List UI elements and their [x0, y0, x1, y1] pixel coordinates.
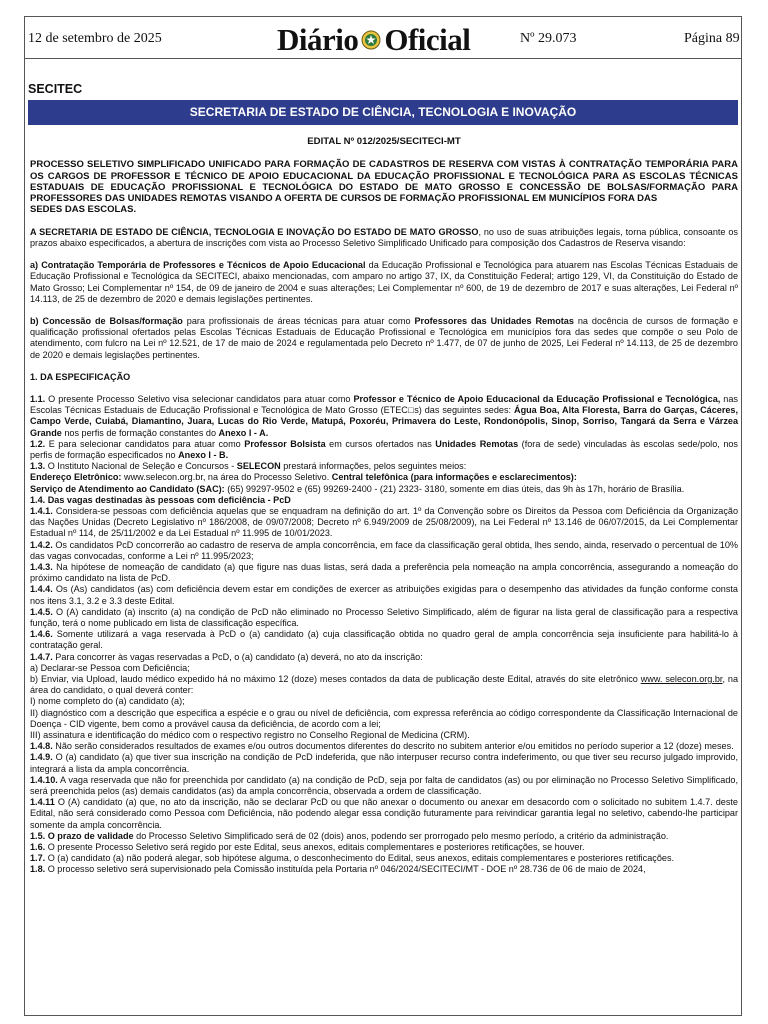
- para-text: Para concorrer às vagas reservadas a PcD, o (a) candidato (a) deverá, no ato da inscrição:: [52, 651, 423, 662]
- masthead-title: [277, 23, 470, 57]
- para-text: Somente utilizará a vaga reservada à PcD o (a) candidato (a) cuja classificação obtida no quadro geral de ampla concorrência seja insuficiente para habilitá-lo à contratação geral.: [30, 629, 738, 651]
- para-1-4-7-i: I) nome completo do (a) candidato (a);: [30, 696, 185, 707]
- intro-heading-text: PROCESSO SELETIVO SIMPLIFICADO UNIFICADO PARA FORMAÇÃO DE CADASTROS DE RESERVA COM VISTAS À CONTRATAÇÃO TEMPORÁRIA PARA OS CARGOS DE PROFESSOR E TÉCNICO DE APOIO EDUCACIONAL DA EDUCAÇÃO PROFISSIONAL E TECNOLÓGICA PARA AS ESCOLAS TÉCNICAS ESTADUAIS DE EDUCAÇÃO PROFISSIONAL E TECNOLÓGICA DO ESTADO DE MATO GROSSO E CONCESSÃO DE BOLSAS/FORMAÇÃO PARA PROFESSORES DAS UNIDADES REMOTAS VISANDO A OFERTA DE CURSOS DE FORMAÇÃO PROFISSIONAL EM MUNICÍPIOS FORA DAS: [30, 159, 738, 205]
- selecon-link[interactable]: www. selecon.org.br: [640, 674, 723, 684]
- para-1-1: [30, 394, 738, 439]
- para-text: Os candidatos PcD concorrerão ao cadastro de reserva de ampla concorrência, em face da classificação geral obtida, lhes sendo, ainda, reservado o percentual de 10% das vagas convocadas, conforme a Lei nº 11.995/2023;: [30, 539, 738, 561]
- para-text: O processo seletivo será supervisionado pela Comissão instituída pela Portaria nº 046/2024/SECITECI/MT - DOE nº 28.736 de 06 de maio de 2024,: [45, 864, 646, 875]
- masthead-number: Nº 29.073: [520, 31, 577, 46]
- item-b-bold: Professores das Unidades Remotas: [414, 315, 574, 326]
- para-1-5: [30, 831, 738, 842]
- para-text: O presente Processo Seletivo visa selecionar candidatos para atuar como: [45, 393, 354, 404]
- para-number: 1.1.: [30, 393, 46, 404]
- para-1-6: [30, 842, 738, 853]
- para-number: 1.4.6.: [30, 629, 53, 640]
- secretariat-banner: SECRETARIA DE ESTADO DE CIÊNCIA, TECNOLOGIA E INOVAÇÃO: [28, 100, 738, 125]
- para-1-4-7-b: [30, 674, 738, 696]
- masthead-date: 12 de setembro de 2025: [28, 31, 162, 46]
- para-text: O (a) candidato (a) não poderá alegar, sob hipótese alguma, o desconhecimento do Edital, seus anexos, editais complementares e posteriores retificações.: [45, 853, 675, 864]
- para-number: 1.4.7.: [30, 651, 53, 662]
- para-bold: SELECON: [236, 461, 281, 472]
- para-bold: Anexo I - B.: [178, 449, 229, 460]
- para-1-4-7-ii: II) diagnóstico com a descrição que especifica a espécie e o grau ou nível de deficiência, com expressa referência ao código correspondente da Classificação Internacional de Doença - CID vigente, bem como a provável causa da deficiência, de acordo com a lei;: [30, 707, 738, 729]
- para-1-3: [30, 461, 738, 472]
- para-number: 1.4.5.: [30, 606, 53, 617]
- item-b-rest: na docência de cursos de formação e qualificação profissional ofertados pelas Escolas Técnicas Estaduais de Educação Profissional e Tecnológica em municípios fora das sedes que compõe o seu Polo de atendimento, com fulcro na Lei nº 12.521, de 17 de maio de 2024 e regulamentada pelo Decreto nº 1.477, de 07 de junho de 2025, Lei Federal nº 14.113, de 25 de dezembro de 2020 e demais legislações pertinentes.: [30, 315, 739, 360]
- para-text: Os (As) candidatos (as) com deficiência devem estar em condições de exercer as atribuições exigidas para o desempenho das atividades da função conforme consta nos itens 3.1, 3.2 e 3.3 deste Edital.: [30, 584, 738, 606]
- para-bold: Professor Bolsista: [244, 438, 326, 449]
- para-1-4-8: [30, 741, 738, 752]
- section-tag: SECITEC: [28, 82, 83, 96]
- para-number: 1.4.11: [30, 797, 55, 808]
- masthead-title-left: Diário: [277, 22, 359, 57]
- edital-title: EDITAL Nº 012/2025/SECITECI-MT: [307, 136, 461, 147]
- para-number: 1.4.10.: [30, 774, 58, 785]
- masthead-page: Página 89: [684, 31, 740, 46]
- para-text: , na área do candidato, o qual deverá conter:: [30, 674, 738, 696]
- item-b-mid: para profissionais de áreas técnicas para atuar como: [182, 315, 415, 326]
- para-1-4-7-a: a) Declarar-se Pessoa com Deficiência;: [30, 662, 190, 673]
- para-number: 1.4.4.: [30, 584, 53, 595]
- para-text: O Instituto Nacional de Seleção e Concursos -: [45, 461, 237, 472]
- para-endereco: [30, 472, 738, 483]
- para-text: Não serão considerados resultados de exames e/ou outros documentos diferentes do descrito no subitem anterior e/ou emitidos no período superior a 12 (doze) meses.: [52, 741, 734, 752]
- para-number: 1.4.1.: [30, 505, 53, 516]
- para-number: 1.4.3.: [30, 561, 53, 572]
- para-1-8: [30, 864, 738, 875]
- para-bold: Serviço de Atendimento ao Candidato (SAC):: [30, 483, 225, 494]
- para-number: 1.3.: [30, 461, 46, 472]
- para-bold: Professor e Técnico de Apoio Educacional da Educação Profissional e Tecnológica,: [353, 393, 721, 404]
- para-number: 1.8.: [30, 864, 46, 875]
- para-text: O (A) candidato (a) que, no ato da inscrição, não se declarar PcD ou que não anexar o documento ou anexar em desacordo com o solicitado no subitem 1.4.7. deste Edital, não será considerado como Pessoa com Deficiência, não podendo alegar essa condição futuramente para reivindicar garantia legal no seletivo, cabendo-lhe participar somente da ampla concorrência.: [30, 797, 738, 830]
- para-text: (fora de sede) vinculadas às escolas sede/polo, nos perfis de formação especificados no: [30, 438, 738, 460]
- preamble-rest: , no uso de suas atribuições legais, torna pública, consoante os prazos abaixo especificados, a abertura de inscrições com vista ao Processo Seletivo Simplificado Unificado para composição dos Cadastros de Reserva visando:: [30, 226, 738, 248]
- masthead-title-right: Oficial: [384, 22, 471, 57]
- para-number: 1.7.: [30, 853, 46, 864]
- para-text: O presente Processo Seletivo será regido por este Edital, seus anexos, editais complementares e posteriores retificações, se houver.: [45, 842, 585, 853]
- para-text: Considera-se pessoas com deficiência aquelas que se enquadram na definição do art. 1º da Convenção sobre os Direitos da Pessoa com Deficiência da Organização das Nações Unidas (Decreto Legislativo nº 186/2008, de 09/07/2008; Decreto nº 6.949/2009 de 25/08/2009), na Lei Federal nº 13.146 de 06/07/2015, da Lei Complementar Estadual nº 114, de 25/11/2002 e da Lei Estadual nº 11.995 de 10/01/2023.: [30, 505, 738, 539]
- para-bold: Central telefônica (para informações e esclarecimentos):: [331, 472, 577, 483]
- para-1-4-10: [30, 775, 738, 797]
- para-1-4-3: [30, 562, 738, 584]
- para-text: A vaga reservada que não for preenchida por candidato (a) na condição de PcD, seja por falta de candidatos (as) ou por eliminação no Processo Seletivo Simplificado, será preenchida pelos (as) demais candidatos (as) da ampla concorrência, observada a ordem de classificação.: [30, 774, 738, 797]
- para-number: 1.4.8.: [30, 741, 53, 752]
- item-b-lead: b) Concessão de Bolsas/formação: [30, 315, 183, 326]
- item-a-lead: a) Contratação Temporária de Professores e Técnicos de Apoio Educacional: [30, 260, 366, 271]
- para-1-4-5: [30, 607, 738, 629]
- para-1-2: [30, 439, 738, 461]
- item-a: [30, 260, 738, 305]
- para-1-4-1: [30, 506, 738, 540]
- para-1-4-7: [30, 652, 738, 663]
- para-bold: Anexo I - A.: [218, 427, 269, 438]
- para-1-4-7-iii: III) assinatura e identificação do médico com o respectivo registro no Conselho Regional de Medicina (CRM).: [30, 730, 470, 741]
- preamble: [30, 227, 738, 249]
- para-bold: Unidades Remotas: [435, 438, 519, 449]
- document-body: [30, 136, 738, 876]
- para-servico: [30, 484, 738, 495]
- para-1-4-4: [30, 584, 738, 606]
- section-1-title: 1. DA ESPECIFICAÇÃO: [30, 371, 131, 382]
- para-bold: Endereço Eletrônico:: [30, 472, 122, 483]
- item-a-rest: da Educação Profissional e Tecnológica para atuarem nas Escolas Técnicas Estaduais de Educação Profissional e Tecnológica da SECITECI, abaixo mencionadas, com amparo no artigo 37, IX, da Constituição Federal; artigo 129, VI, da Constituição do Estado de Mato Grosso; Lei Complementar nº 154, de 09 de janeiro de 2004 e suas alterações; Lei Complementar nº 600, de 19 de dezembro de 2017 e suas alterações, Lei Federal nº 14.113, de 25 de dezembro de 2020 e demais legislações pertinentes.: [30, 260, 738, 304]
- para-text: O (a) candidato (a) que tiver sua inscrição na condição de PcD indeferida, que não interpuser recurso contra indeferimento, ou que tiver seu recurso julgado improvido, integrará a lista da ampla concorrência.: [30, 752, 738, 774]
- para-text: do Processo Seletivo Simplificado será de 02 (dois) anos, podendo ser prorrogado pelo mesmo período, a critério da administração.: [133, 830, 669, 841]
- para-number: 1.2.: [30, 438, 46, 449]
- intro-heading-tail: SEDES DAS ESCOLAS.: [30, 204, 137, 216]
- para-text: O (A) candidato (a) inscrito (a) na condição de PcD não eliminado no Processo Seletivo Simplificado, além de figurar na lista geral de classificação para a respectiva função, terá o nome publicado em lista de classificação específica.: [30, 606, 738, 628]
- para-text: prestará informações, pelos seguintes meios:: [280, 461, 467, 472]
- para-1-4-11: [30, 797, 738, 831]
- para-number: 1.5. O prazo de validade: [30, 830, 134, 841]
- para-1-4-6: [30, 629, 738, 651]
- para-text: Na hipótese de nomeação de candidato (a) que figure nas duas listas, será dada a preferência pela nomeação na ampla concorrência, assegurando a nomeação do próximo candidato na lista de PcD.: [30, 561, 738, 584]
- para-1-4-2: [30, 540, 738, 562]
- para-text: E para selecionar candidatos para atuar como: [45, 438, 245, 449]
- top-rule: [24, 16, 742, 17]
- para-number: 1.6.: [30, 842, 46, 853]
- intro-heading: [30, 159, 738, 215]
- para-1-7: [30, 853, 738, 864]
- para-text: www.selecon.org.br, na área do Processo Seletivo.: [121, 472, 332, 483]
- section-1-4-title: 1.4. Das vagas destinadas às pessoas com deficiência - PcD: [30, 494, 291, 505]
- para-text: nas Escolas Técnicas Estaduais de Educação Profissional e Tecnológica de Mato Grosso (ETEC□s) das seguintes sedes:: [30, 393, 738, 416]
- para-text: nos perfis de formação constantes do: [61, 427, 219, 438]
- preamble-lead: A SECRETARIA DE ESTADO DE CIÊNCIA, TECNOLOGIA E INOVAÇÃO DO ESTADO DE MATO GROSSO: [30, 226, 479, 237]
- para-text: em cursos ofertados nas: [325, 438, 436, 449]
- para-number: 1.4.9.: [30, 752, 53, 763]
- state-seal-icon: [361, 30, 381, 50]
- para-bold: Água Boa, Alta Floresta, Barra do Garças, Cáceres, Campo Verde, Cuiabá, Diamantino, Juara, Lucas do Rio Verde, Matupá, Poxoréu, Primavera do Leste, Rondonópolis, Sinop, Sorriso, Tangará da Serra e Várzea Grande: [30, 405, 739, 438]
- masthead-rule: [24, 58, 742, 59]
- para-text: (65) 99297-9502 e (65) 99269-2400 - (21) 2323- 3180, somente em dias úteis, das 9h às 17h, horário de Brasília.: [224, 483, 685, 494]
- para-number: 1.4.2.: [30, 539, 53, 550]
- item-b: [30, 316, 738, 361]
- para-1-4-9: [30, 752, 738, 774]
- para-text: b) Enviar, via Upload, laudo médico expedido há no máximo 12 (doze) meses contados da data de publicação deste Edital, através do site eletrônico: [30, 674, 641, 684]
